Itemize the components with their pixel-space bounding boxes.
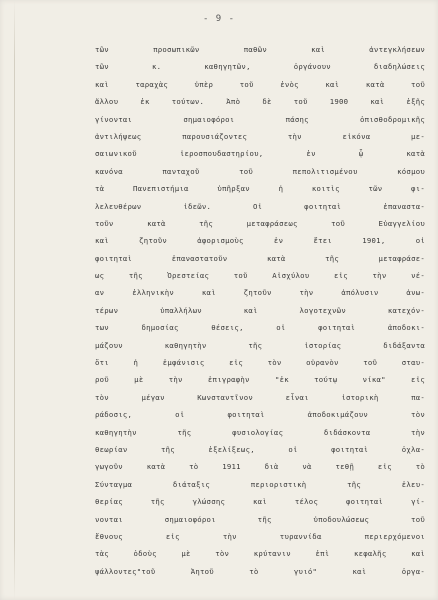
page-number: - 9 - <box>202 14 236 24</box>
text-line: τῶν κ. καθηγητῶν, ὀργάνουν διαδηλώσεις <box>95 62 425 72</box>
text-line: Σύνταγμα διάταξις περιοριστικὴ τῆς ἐλευ- <box>95 479 425 489</box>
text-line: ἄλλου ἐκ τούτων. Ἀπὸ δὲ τοῦ 1900 καὶ ἑξῆς <box>95 97 425 107</box>
text-line: φοιτηταὶ ἐπαναστατοῦν κατὰ τῆς μεταφράσε- <box>95 253 425 263</box>
text-line: θεωρίαν τῆς ἐξελίξεως, οἱ φοιτηταὶ ὀχλα- <box>95 444 425 454</box>
text-line: τοῦν κατὰ τῆς μεταφράσεως τοῦ Εὐαγγελίου <box>95 218 425 228</box>
text-line: ροῦ μὲ τὴν ἐπιγραφὴν "ἐκ τούτῳ νίκα" εἰς <box>95 375 425 385</box>
text-line: σαιωνικοῦ ἱεροσπουδαστηρίου, ἐν ᾧ κατὰ <box>95 149 425 159</box>
text-line: ἔθνους εἰς τὴν τυραννίδα περιερχόμενοι <box>95 531 425 541</box>
text-line: νονται σημαιοφόροι τῆς ὑποδουλώσεως τοῦ <box>95 514 425 524</box>
text-line: καὶ ταραχὰς ὑπὲρ τοῦ ἑνὸς καὶ κατὰ τοῦ <box>95 79 425 89</box>
text-line: των δημοσίας θέσεις, οἱ φοιτηταὶ ἀποδοκι- <box>95 323 425 333</box>
text-line: καὶ ζητοῦν ἀφορισμοὺς ἐν ἔτει 1901, οἱ <box>95 236 425 246</box>
text-line: τῶν προσωπικῶν παθῶν καὶ ἀντεγκλήσεων <box>95 45 425 54</box>
text-line: τὰ Πανεπιστήμια ὑπῆρξαν ἡ κοιτὶς τῶν φι- <box>95 184 425 194</box>
text-line: ἀντιλήψεως παρουσιάζοντες τὴν εἰκόνα με- <box>95 131 425 141</box>
text-line: μάζουν καθηγητὴν τῆς ἱστορίας διδάξαντα <box>95 340 425 350</box>
text-line: ράδοσις, οἱ φοιτηταὶ ἀποδοκιμάζουν τὸν <box>95 410 425 420</box>
text-line: γίνονται σημαιοφόροι πάσης ὀπισθοδρομικῆς <box>95 114 425 124</box>
body-text <box>95 41 425 580</box>
text-line: θερίας τῆς γλώσσης καὶ τέλος φοιτηταὶ γί- <box>95 497 425 507</box>
text-line: κανόνα πανταχοῦ τοῦ πεπολιτισμένου κόσμου <box>95 166 425 176</box>
text-line: καθηγητὴν τῆς φυσιολογίας διδάσκοντα τὴν <box>95 427 425 437</box>
text-line: λελευθέρων ἰδεῶν. Οἱ φοιτηταὶ ἐπαναστα- <box>95 201 425 211</box>
text-line: τὸν μέγαν Κωνσταντῖνον εἶναι ἱστορικὴ πα- <box>95 392 425 402</box>
text-line: ως τῆς Ὀρεστείας τοῦ Αἰσχύλου εἰς τὴν νέ- <box>95 271 425 281</box>
text-line: αν ἑλληνικὴν καὶ ζητοῦν τὴν ἀπόλυσιν ἀνω- <box>95 288 425 298</box>
text-line: τὰς ὁδοὺς μὲ τὸν κρύτανιν ἐπὶ κεφαλῆς καὶ <box>95 549 425 559</box>
page-fold-line <box>14 0 15 600</box>
text-line: ψάλλοντες"τοῦ Ἀητοῦ τὸ γυιό" καὶ ὀργα- <box>95 566 425 576</box>
text-line: γωγοῦν κατὰ τὸ 1911 διὰ νὰ τεθῇ εἰς τὸ <box>95 462 425 472</box>
text-line: τέρων ὑπαλλήλων καὶ λογοτεχνῶν κατεχόν- <box>95 305 425 315</box>
text-line: ὅτι ἡ ἐμφάνισις εἰς τὸν οὐρανὸν τοῦ σταυ- <box>95 358 425 368</box>
